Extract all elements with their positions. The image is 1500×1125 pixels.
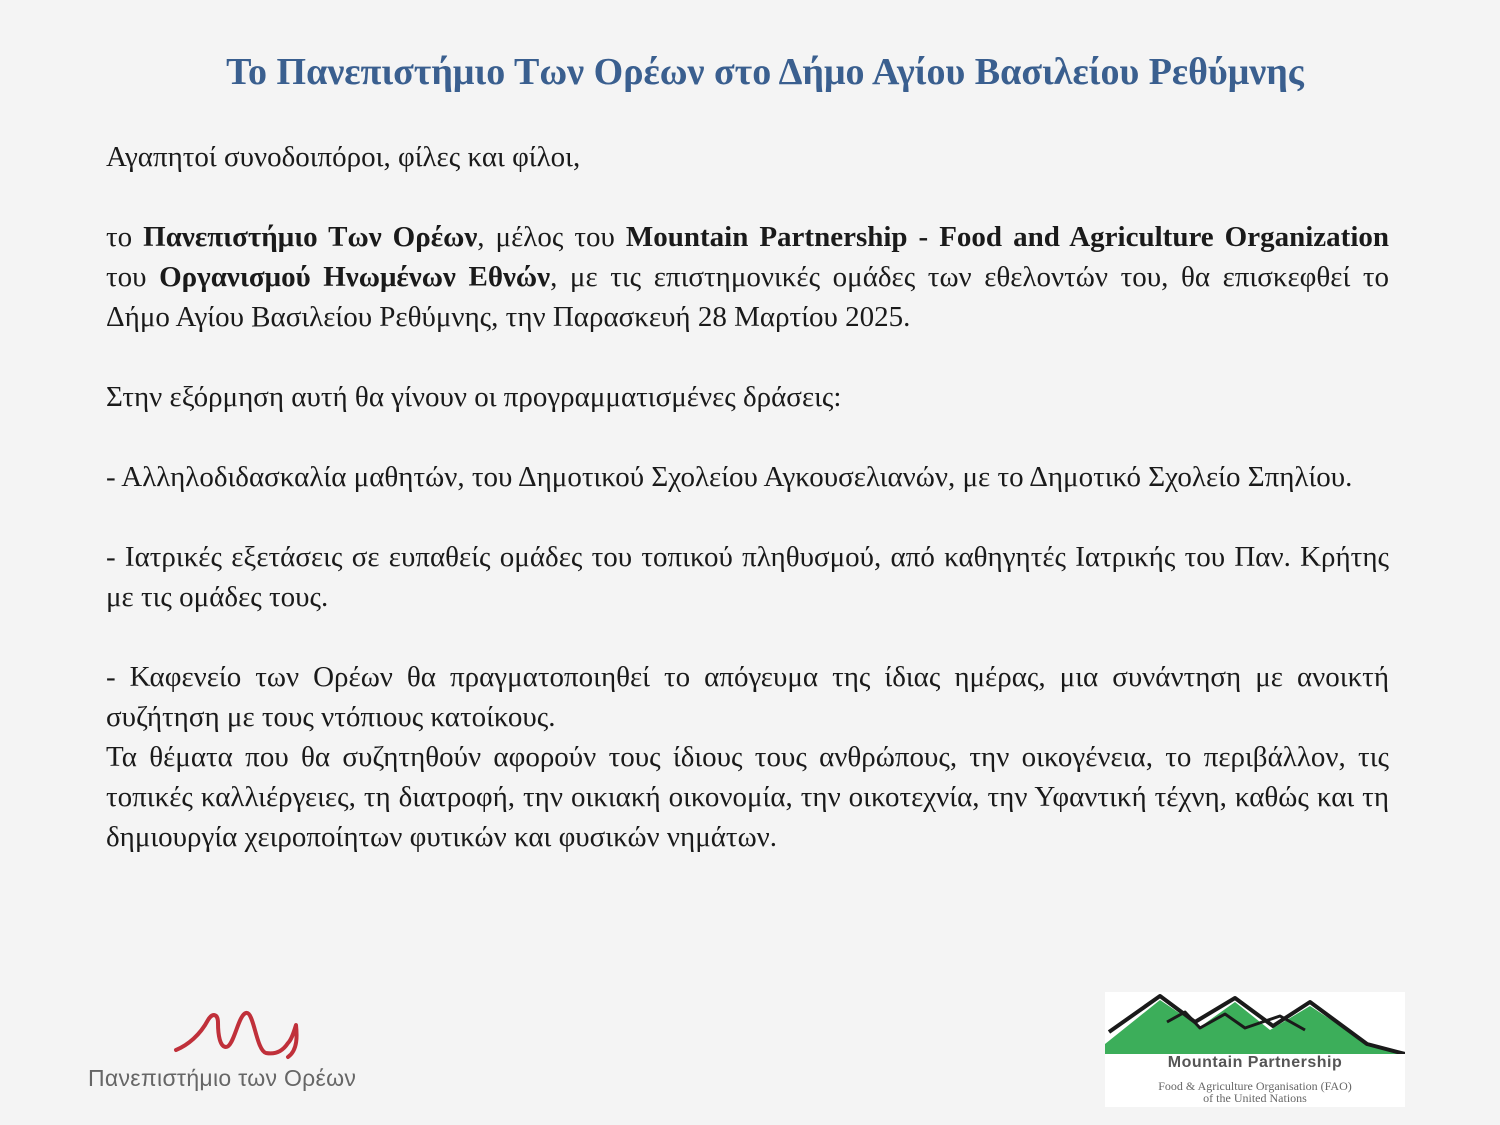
letter-body (106, 137, 1389, 857)
action-item: - Καφενείο των Ορέων θα πραγματοποιηθεί το απόγευμα της ίδιας ημέρας, μια συνάντηση με ανοικτή συζήτηση με τους ντόπιους κατοίκους. (106, 661, 1389, 733)
action-item: - Αλληλοδιδασκαλία μαθητών, του Δημοτικού Σχολείου Αγκουσελιανών, με το Δημοτικό Σχολείο Σπηλίου. (106, 461, 1353, 493)
partnership-wordmark: Mountain Partnership (1167, 1054, 1343, 1071)
action-item: - Ιατρικές εξετάσεις σε ευπαθείς ομάδες του τοπικού πληθυσμού, από καθηγητές Ιατρικής του Παν. Κρήτης με τις ομάδες τους. (106, 541, 1389, 613)
university-logo (88, 1005, 398, 1100)
intro-paragraph: το Πανεπιστήμιο Των Ορέων, μέλος του Mountain Partnership - Food and Agriculture Organization του Οργανισμού Ηνωμένων Εθνών, με τις επιστημονικές ομάδες των εθελοντών του, θα επισκεφθεί το Δήμο Αγίου Βασιλείου Ρεθύμνης, την Παρασκευή 28 Μαρτίου 2025. (106, 221, 1390, 333)
mountain-range-icon (1105, 992, 1405, 1054)
greeting: Αγαπητοί συνοδοιπόροι, φίλες και φίλοι, (106, 141, 581, 173)
un-name: Οργανισμού Ηνωμένων Εθνών (159, 261, 551, 293)
page-title: Το Πανεπιστήμιο Των Ορέων στο Δήμο Αγίου Βασιλείου Ρεθύμνης (226, 51, 1304, 93)
actions-intro: Στην εξόρμηση αυτή θα γίνουν οι προγραμματισμένες δράσεις: (106, 381, 842, 413)
topics-paragraph: Τα θέματα που θα συζητηθούν αφορούν τους ίδιους τους ανθρώπους, την οικογένεια, το περιβάλλον, τις τοπικές καλλιέργειες, τη διατροφή, την οικιακή οικονομία, την οικοτεχνία, την Υφαντική τέχνη, καθώς και τη δημιουργία χειροποίητων φυτικών και φυσικών νημάτων. (106, 741, 1389, 853)
university-name: Πανεπιστήμιο Των Ορέων (143, 221, 478, 253)
mountains-squiggle-icon (88, 1005, 398, 1065)
mountain-partnership-logo (1105, 992, 1405, 1107)
fao-caption: Food & Agriculture Organisation (FAO) of the United Nations (1158, 1079, 1352, 1105)
partnership-name: Mountain Partnership - Food and Agriculture Organization (625, 221, 1390, 253)
university-wordmark: Πανεπιστήμιο των Ορέων (88, 1065, 357, 1091)
